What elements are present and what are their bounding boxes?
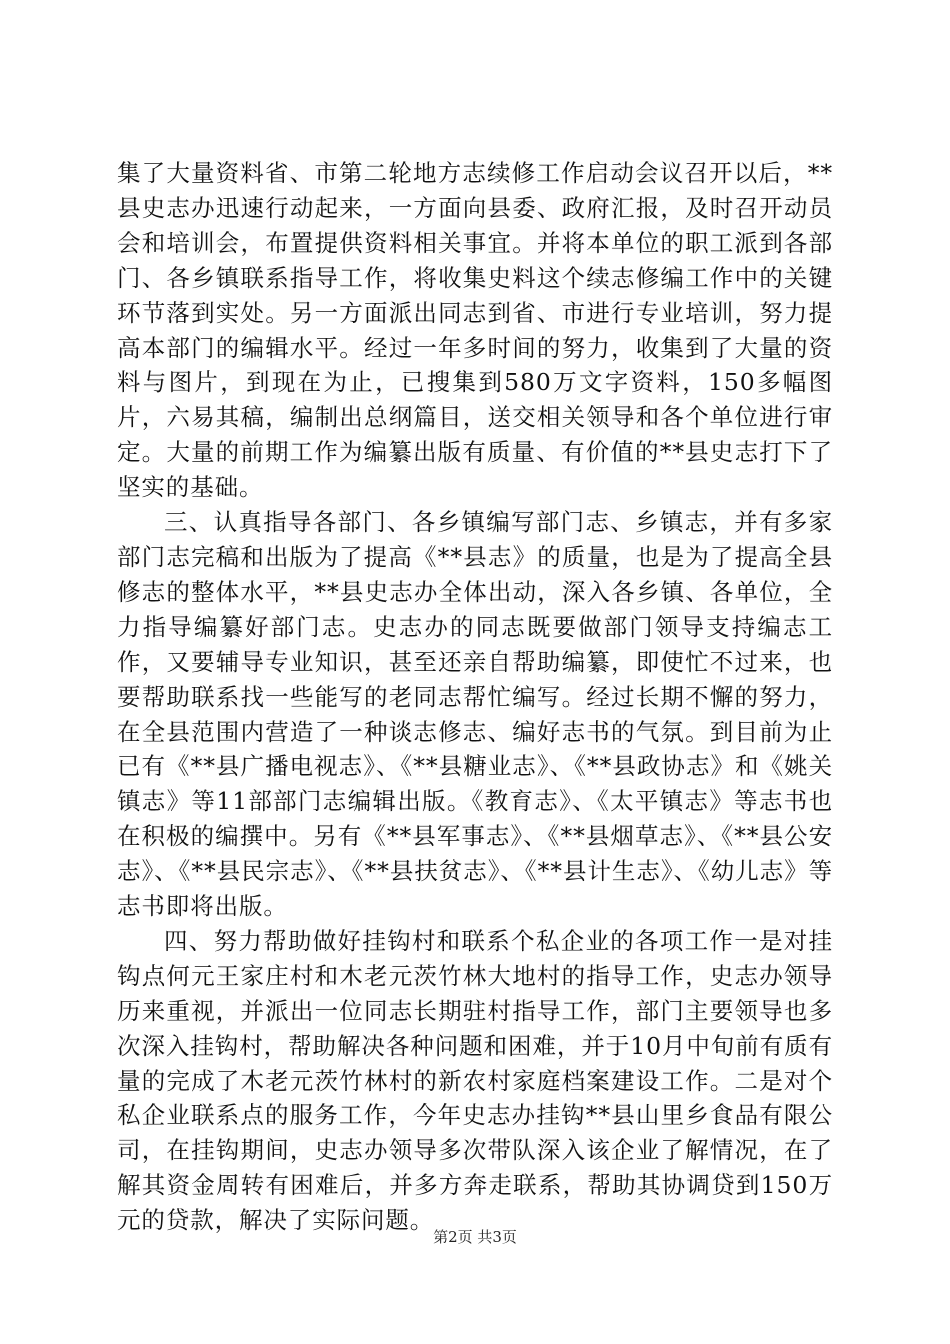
paragraph-continuation: 集了大量资料省、市第二轮地方志续修工作启动会议召开以后，**县史志办迅速行动起来，一方面向县委、政府汇报，及时召开动员会和培训会，布置提供资料相关事宜。并将本单位的职工派到各部门、各乡镇联系指导工作，将收集史料这个续志修编工作中的关键环节落到实处。另一方面派出同志到省、市进行专业培训，努力提高本部门的编辑水平。经过一年多时间的努力，收集到了大量的资料与图片，到现在为止，已搜集到580万文字资料，150多幅图片，六易其稿，编制出总纲篇目，送交相关领导和各个单位进行审定。大量的前期工作为编纂出版有质量、有价值的**县史志打下了坚实的基础。 <box>117 159 833 502</box>
document-body <box>117 156 833 1238</box>
paragraph-section-three: 三、认真指导各部门、各乡镇编写部门志、乡镇志，并有多家部门志完稿和出版为了提高《**县志》的质量，也是为了提高全县修志的整体水平，**县史志办全体出动，深入各乡镇、各单位，全力指导编纂好部门志。史志办的同志既要做部门领导支持编志工作，又要辅导专业知识，甚至还亲自帮助编纂，即使忙不过来，也要帮助联系找一些能写的老同志帮忙编写。经过长期不懈的努力，在全县范围内营造了一种谈志修志、编好志书的气氛。到目前为止已有《**县广播电视志》、《**县糖业志》、《**县政协志》和《姚关镇志》等11部部门志编辑出版。《教育志》、《太平镇志》等志书也在积极的编撰中。另有《**县军事志》、《**县烟草志》、《**县公安志》、《**县民宗志》、《**县扶贫志》、《**县计生志》、《幼儿志》等志书即将出版。 <box>117 508 833 921</box>
paragraph-section-four: 四、努力帮助做好挂钩村和联系个私企业的各项工作一是对挂钩点何元王家庄村和木老元茨竹林大地村的指导工作，史志办领导历来重视，并派出一位同志长期驻村指导工作，部门主要领导也多次深入挂钩村，帮助解决各种问题和困难，并于10月中旬前有质有量的完成了木老元茨竹林村的新农村家庭档案建设工作。二是对个私企业联系点的服务工作，今年史志办挂钩**县山里乡食品有限公司，在挂钩期间，史志办领导多次带队深入该企业了解情况，在了解其资金周转有困难后，并多方奔走联系，帮助其协调贷到150万元的贷款，解决了实际问题。 <box>117 926 833 1235</box>
page-footer: 第2页 共3页 <box>433 1228 517 1246</box>
